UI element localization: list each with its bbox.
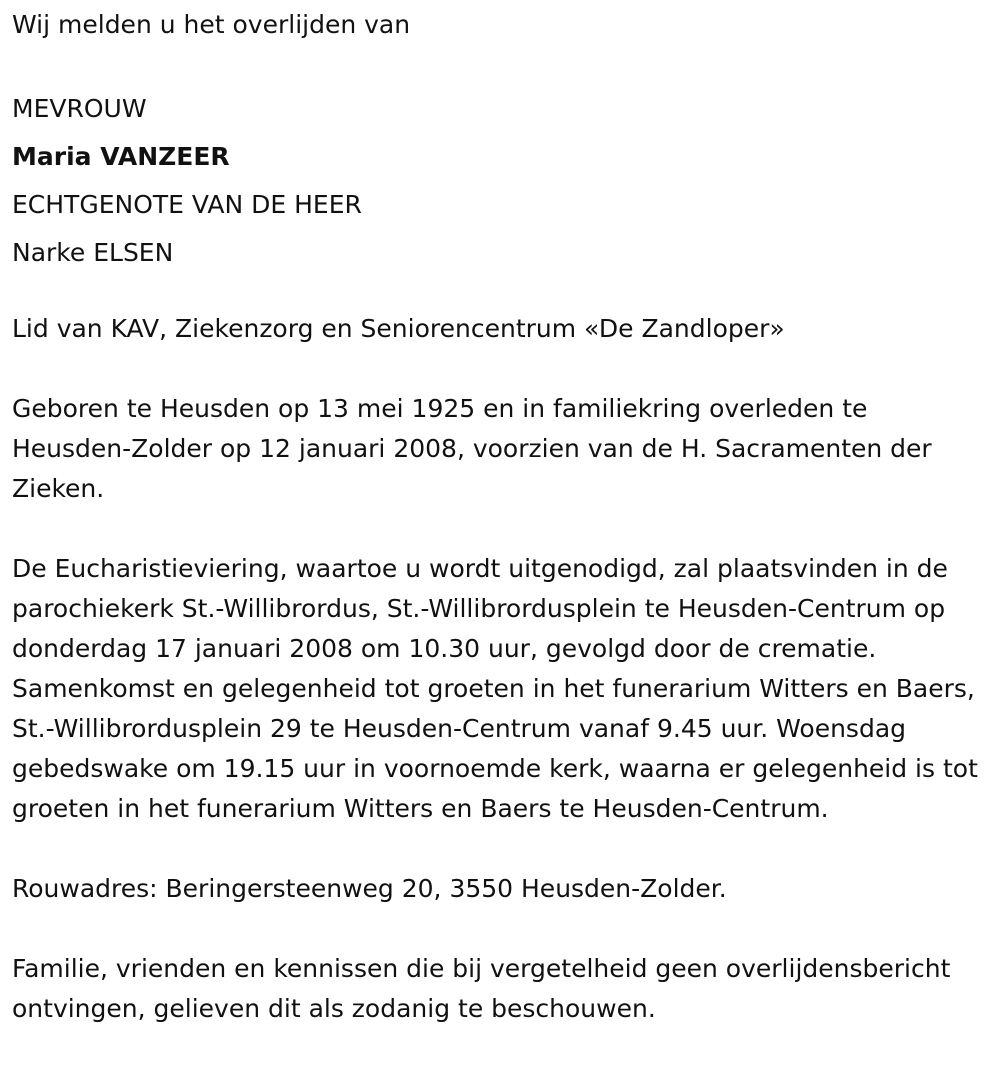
- spacer: [12, 349, 988, 389]
- spacer: [12, 509, 988, 549]
- spacer: [12, 277, 988, 309]
- birth-death-paragraph: Geboren te Heusden op 13 mei 1925 en in familiekring overleden te Heusden-Zolder op 12 januari 2008, voorzien van de H. Sacramenten der Zieken.: [12, 394, 932, 503]
- ceremony-paragraph: De Eucharistieviering, waartoe u wordt uitgenodigd, zal plaatsvinden in de parochiekerk St.-Willibrordus, St.-Willibrordusplein te Heusden-Centrum op donderdag 17 januari 2008 om 10.30 uur, gevolgd door de crematie. Samenkomst en gelegenheid tot groeten in het funerarium Witters en Baers, St.-Willibrordusplein 29 te Heusden-Centrum vanaf 9.45 uur. Woensdag gebedswake om 19.15 uur in voornoemde kerk, waarna er gelegenheid is tot groeten in het funerarium Witters en Baers te Heusden-Centrum.: [12, 554, 978, 823]
- spouse-name: Narke ELSEN: [12, 238, 174, 267]
- spacer: [12, 829, 988, 869]
- intro-text: Wij melden u het overlijden van: [12, 10, 411, 39]
- deceased-name: Maria VANZEER: [12, 142, 230, 171]
- spouse-label: ECHTGENOTE VAN DE HEER: [12, 190, 362, 219]
- spacer: [12, 45, 988, 85]
- death-notice-document: [0, 5, 1000, 1091]
- membership-text: Lid van KAV, Ziekenzorg en Seniorencentrum «De Zandloper»: [12, 314, 785, 343]
- spacer: [12, 909, 988, 949]
- mourning-address: Rouwadres: Beringersteenweg 20, 3550 Heusden-Zolder.: [12, 874, 727, 903]
- closing-paragraph: Familie, vrienden en kennissen die bij vergetelheid geen overlijdensbericht ontvingen, gelieven dit als zodanig te beschouwen.: [12, 954, 951, 1023]
- honorific-title: MEVROUW: [12, 94, 147, 123]
